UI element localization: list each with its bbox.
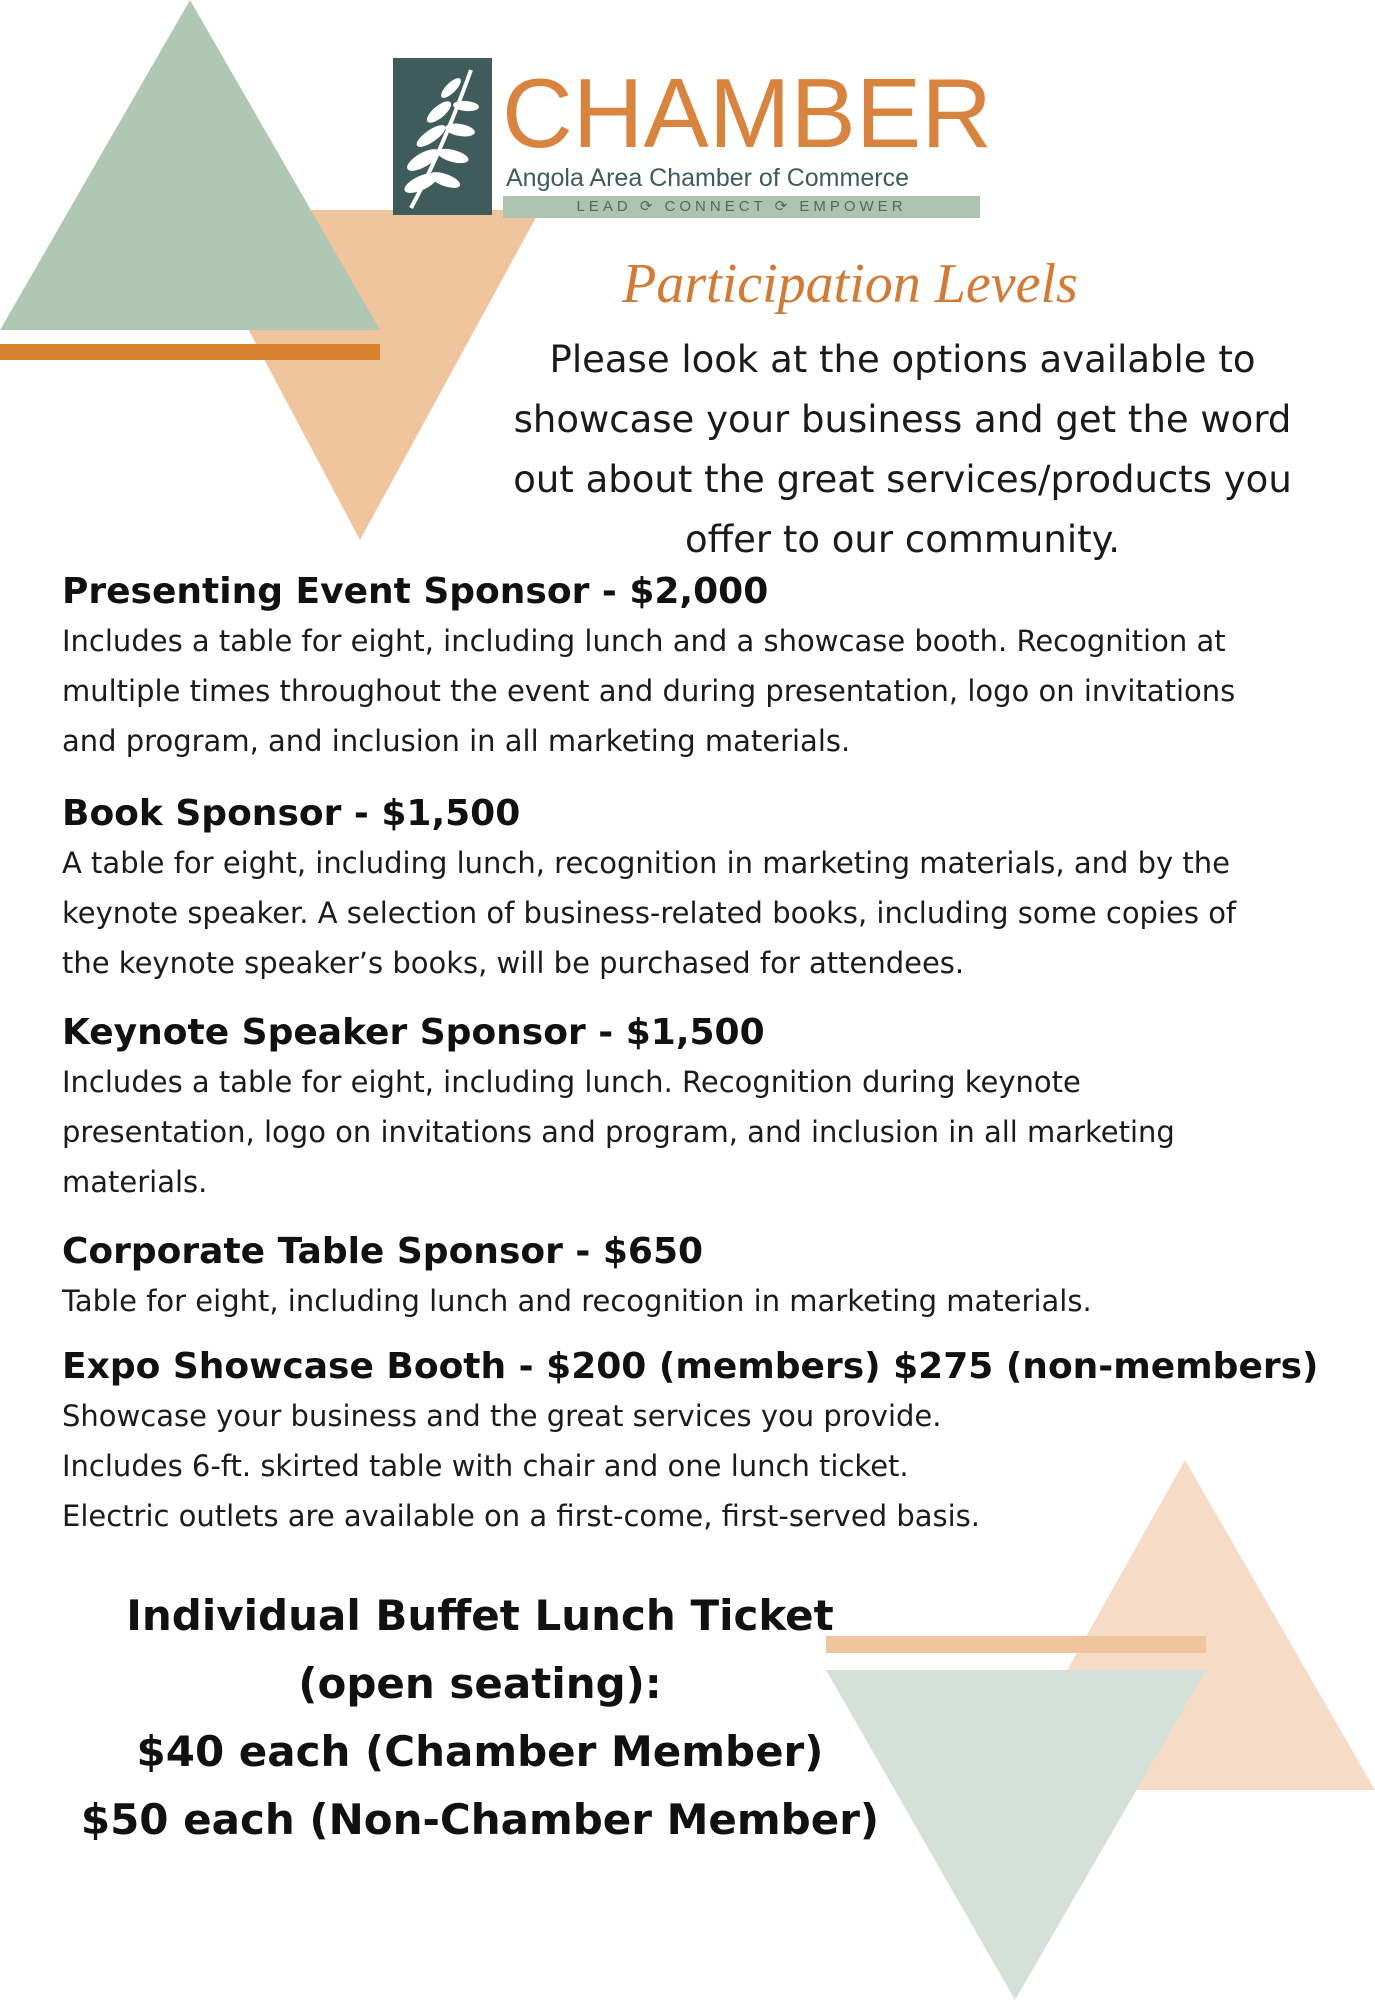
intro-paragraph xyxy=(480,330,1325,570)
sponsor-level-keynote xyxy=(62,1011,1332,1207)
description-line: keynote speaker. A selection of business-related books, including some copies of xyxy=(62,896,1237,930)
description-line: Includes 6-ft. skirted table with chair and one lunch ticket. xyxy=(62,1449,909,1483)
sponsor-level-title: Corporate Table Sponsor - $650 xyxy=(62,1231,704,1272)
description-line: Showcase your business and the great services you provide. xyxy=(62,1399,942,1433)
lunch-ticket-info xyxy=(70,1582,890,1854)
chamber-logo xyxy=(393,56,993,218)
logo-subtitle: Angola Area Chamber of Commerce xyxy=(506,164,909,192)
description-line: Electric outlets are available on a first-come, first-served basis. xyxy=(62,1499,980,1533)
sponsor-level-title: Presenting Event Sponsor - $2,000 xyxy=(62,571,769,612)
intro-line: Please look at the options available to xyxy=(549,338,1256,381)
description-line: Includes a table for eight, including lunch and a showcase booth. Recognition at xyxy=(62,624,1226,658)
lunch-ticket-seating: (open seating): xyxy=(298,1659,662,1708)
sponsor-level-description xyxy=(62,1276,1332,1326)
description-line: the keynote speaker’s books, will be purchased for attendees. xyxy=(62,946,965,980)
description-line: materials. xyxy=(62,1165,208,1199)
sponsor-level-title: Book Sponsor - $1,500 xyxy=(62,793,521,834)
sponsor-level-title: Keynote Speaker Sponsor - $1,500 xyxy=(62,1012,765,1053)
sponsor-level-description xyxy=(62,1057,1332,1207)
logo-tagline: LEAD ⟳ CONNECT ⟳ EMPOWER xyxy=(503,196,980,218)
description-line: multiple times throughout the event and during presentation, logo on invitations xyxy=(62,674,1236,708)
description-line: presentation, logo on invitations and program, and inclusion in all marketing xyxy=(62,1115,1175,1149)
sponsor-level-corporate-table xyxy=(62,1230,1332,1326)
leaf-icon xyxy=(393,58,492,215)
intro-line: showcase your business and get the word xyxy=(513,398,1292,441)
lunch-price-non-member: $50 each (Non-Chamber Member) xyxy=(80,1795,880,1844)
sponsor-level-presenting xyxy=(62,570,1332,766)
description-line: A table for eight, including lunch, recognition in marketing materials, and by the xyxy=(62,846,1230,880)
sponsor-level-description xyxy=(62,1391,1332,1541)
sponsor-level-description xyxy=(62,616,1332,766)
page-title: Participation Levels xyxy=(622,253,1078,315)
lunch-price-member: $40 each (Chamber Member) xyxy=(136,1727,824,1776)
sage-triangle-top xyxy=(0,0,380,330)
intro-line: offer to our community. xyxy=(685,518,1120,561)
description-line: Includes a table for eight, including lunch. Recognition during keynote xyxy=(62,1065,1081,1099)
sponsor-level-expo-booth xyxy=(62,1345,1332,1541)
intro-line: out about the great services/products you xyxy=(513,458,1292,501)
description-line: Table for eight, including lunch and recognition in marketing materials. xyxy=(62,1284,1092,1318)
orange-stripe xyxy=(0,344,380,360)
description-line: and program, and inclusion in all marketing materials. xyxy=(62,724,851,758)
lunch-ticket-title: Individual Buffet Lunch Ticket xyxy=(126,1591,834,1640)
sponsor-level-description xyxy=(62,838,1332,988)
logo-wordmark: CHAMBER xyxy=(502,58,993,168)
sponsor-level-book xyxy=(62,792,1332,988)
sponsor-level-title: Expo Showcase Booth - $200 (members) $275 (non-members) xyxy=(62,1346,1319,1387)
